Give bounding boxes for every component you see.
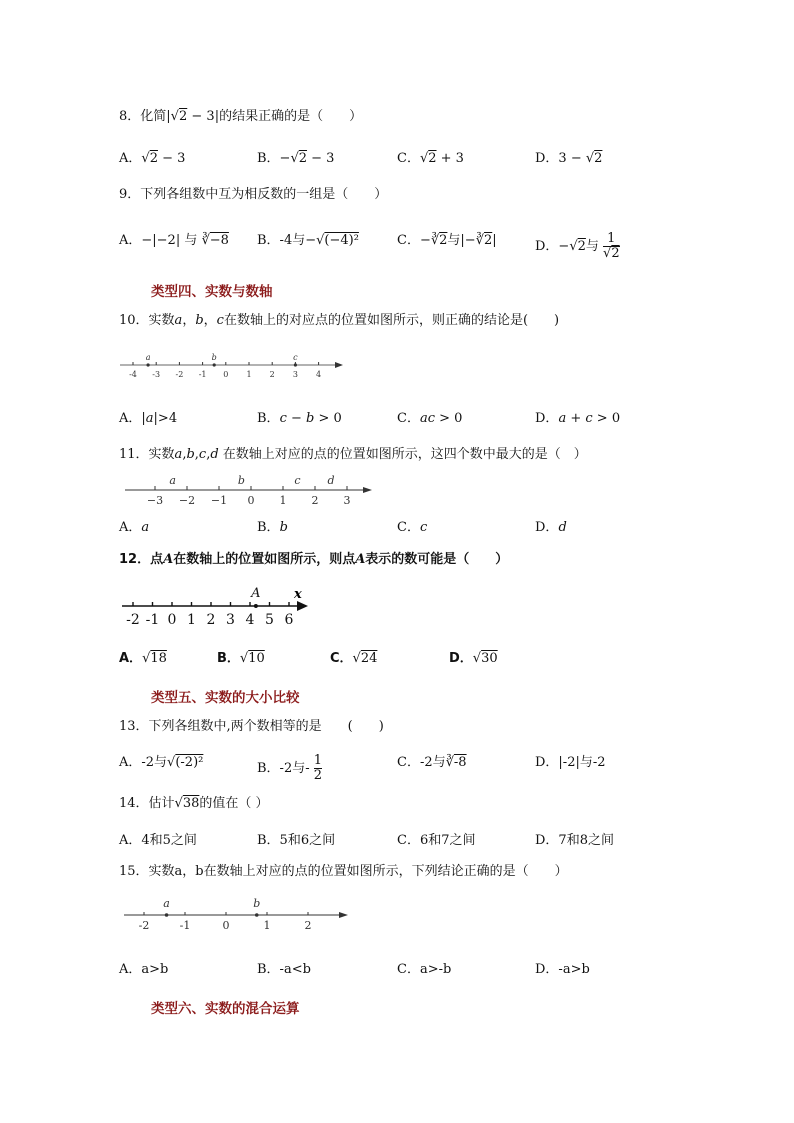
q15-tick-label: 1 xyxy=(263,919,271,932)
question-9-stem: 9．下列各组数中互为相反数的一组是（ ） xyxy=(119,187,388,202)
q12-tick-label: -2 xyxy=(126,612,140,628)
section-5-title: 类型五、实数的大小比较 xyxy=(151,690,300,706)
q10-point-c xyxy=(294,363,297,366)
q11-point-label-a: a xyxy=(169,474,176,487)
q11-number-line xyxy=(120,472,380,508)
q10-number-line xyxy=(115,350,350,382)
q11-tick-label: −2 xyxy=(178,494,196,507)
q12-tick-label: 5 xyxy=(265,612,274,628)
q15-point-label-b: b xyxy=(253,897,261,910)
question-11-stem: 11．实数a,b,c,d 在数轴上对应的点的位置如图所示，这四个数中最大的是（ ） xyxy=(119,447,587,462)
q10-tick-label: 2 xyxy=(269,370,275,379)
q15-point-a xyxy=(165,913,169,917)
q12-option-b[interactable]: B．√10 xyxy=(217,651,265,666)
q11-point-label-d: d xyxy=(327,474,335,487)
q10-option-d[interactable]: D．a + c > 0 xyxy=(535,411,621,426)
q10-point-label-b: b xyxy=(211,353,217,362)
q10-point-label-c: c xyxy=(293,353,298,362)
q15-tick-label: 2 xyxy=(304,919,312,932)
q13-option-d[interactable]: D．|-2|与-2 xyxy=(535,755,606,770)
q12-option-d[interactable]: D．√30 xyxy=(449,651,498,666)
q8-option-c[interactable]: C．√2 + 3 xyxy=(397,151,464,166)
q8-option-a[interactable]: A．√2 − 3 xyxy=(119,151,186,166)
q12-point-A xyxy=(254,604,258,608)
question-15-stem: 15．实数a，b在数轴上对应的点的位置如图所示，下列结论正确的是（ ） xyxy=(119,864,568,879)
q10-tick-label: -4 xyxy=(129,370,137,379)
q9-option-b[interactable]: B．-4与−√(−4)² xyxy=(257,233,359,248)
q11-tick-label: 3 xyxy=(343,494,351,507)
q12-tick-label: 6 xyxy=(284,612,294,628)
q15-option-a[interactable]: A．a>b xyxy=(119,962,169,977)
q9-option-d[interactable]: D．−√2与 $\frac{1}{√2}$ xyxy=(535,231,620,261)
q10-point-b xyxy=(213,363,216,366)
q15-tick-label: -2 xyxy=(138,919,150,932)
q11-tick-label: 2 xyxy=(311,494,319,507)
q9-option-c[interactable]: C．−∛2与|−∛2| xyxy=(397,233,497,248)
q10-option-a[interactable]: A．|a|>4 xyxy=(119,411,178,426)
q15-tick-label: -1 xyxy=(179,919,191,932)
q11-tick-label: −3 xyxy=(146,494,164,507)
q11-option-c[interactable]: C．c xyxy=(397,520,428,535)
q12-number-line xyxy=(118,582,313,630)
q10-tick-label: -3 xyxy=(152,370,161,379)
q10-tick-label: 0 xyxy=(223,370,229,379)
q12-tick-label: 0 xyxy=(167,612,177,628)
q11-tick-label: 1 xyxy=(279,494,287,507)
question-10-stem: 10．实数a，b，c在数轴上的对应点的位置如图所示，则正确的结论是( ) xyxy=(119,313,560,328)
q10-option-b[interactable]: B．c − b > 0 xyxy=(257,411,342,426)
question-14-stem: 14．估计√38的值在（ ） xyxy=(119,796,269,811)
q12-option-a[interactable]: A．√18 xyxy=(119,651,167,666)
q10-tick-label: 1 xyxy=(246,370,252,379)
q9-option-a[interactable]: A．−|−2| 与 ∛−8 xyxy=(119,233,229,248)
q10-option-c[interactable]: C．ac > 0 xyxy=(397,411,463,426)
q13-option-c[interactable]: C．-2与∛-8 xyxy=(397,755,467,770)
q15-option-b[interactable]: B．-a<b xyxy=(257,962,311,977)
q10-tick-label: 4 xyxy=(316,370,322,379)
q8-option-d[interactable]: D．3 − √2 xyxy=(535,151,603,166)
section-6-title: 类型六、实数的混合运算 xyxy=(151,1001,300,1017)
q11-option-b[interactable]: B．b xyxy=(257,520,288,535)
q15-option-d[interactable]: D．-a>b xyxy=(535,962,590,977)
q14-option-b[interactable]: B．5和6之间 xyxy=(257,833,336,848)
q14-option-d[interactable]: D．7和8之间 xyxy=(535,833,614,848)
q15-point-label-a: a xyxy=(163,897,170,910)
q12-tick-label: 3 xyxy=(226,612,235,628)
q14-option-a[interactable]: A．4和5之间 xyxy=(119,833,197,848)
question-8-stem: 8．化简|√2 − 3|的结果正确的是（ ） xyxy=(119,109,363,124)
q13-option-a[interactable]: A．-2与√(-2)² xyxy=(119,755,204,770)
q15-point-b xyxy=(255,913,259,917)
question-13-stem: 13．下列各组数中,两个数相等的是 ( ) xyxy=(119,719,384,734)
q10-point-a xyxy=(146,363,149,366)
q11-option-a[interactable]: A．a xyxy=(119,520,150,535)
q12-tick-label: 4 xyxy=(245,612,255,628)
q13-option-b[interactable]: B．-2与- $\frac{1}{2}$ xyxy=(257,753,323,783)
section-4-title: 类型四、实数与数轴 xyxy=(151,284,273,300)
q12-option-c[interactable]: C．√24 xyxy=(330,651,378,666)
q15-tick-label: 0 xyxy=(222,919,230,932)
q11-point-label-c: c xyxy=(294,474,301,487)
q15-option-c[interactable]: C．a>-b xyxy=(397,962,452,977)
q11-point-label-b: b xyxy=(237,474,245,487)
q12-tick-label: 2 xyxy=(206,612,216,628)
q15-number-line xyxy=(120,896,355,936)
q11-tick-label: 0 xyxy=(247,494,255,507)
q8-option-b[interactable]: B．−√2 − 3 xyxy=(257,151,335,166)
q14-option-c[interactable]: C．6和7之间 xyxy=(397,833,476,848)
q12-tick-label: -1 xyxy=(145,612,160,628)
q10-point-label-a: a xyxy=(145,353,151,362)
q11-tick-label: −1 xyxy=(210,494,228,507)
q12-point-label-A: A xyxy=(251,586,261,601)
q10-tick-label: 3 xyxy=(292,370,298,379)
q10-tick-label: -2 xyxy=(175,370,184,379)
q12-tick-label: 1 xyxy=(187,612,196,628)
q12-axis-label: x xyxy=(294,587,302,602)
q10-tick-label: -1 xyxy=(198,370,207,379)
question-12-stem: 12．点A在数轴上的位置如图所示，则点A表示的数可能是（ ） xyxy=(119,552,509,567)
q11-option-d[interactable]: D．d xyxy=(535,520,567,535)
